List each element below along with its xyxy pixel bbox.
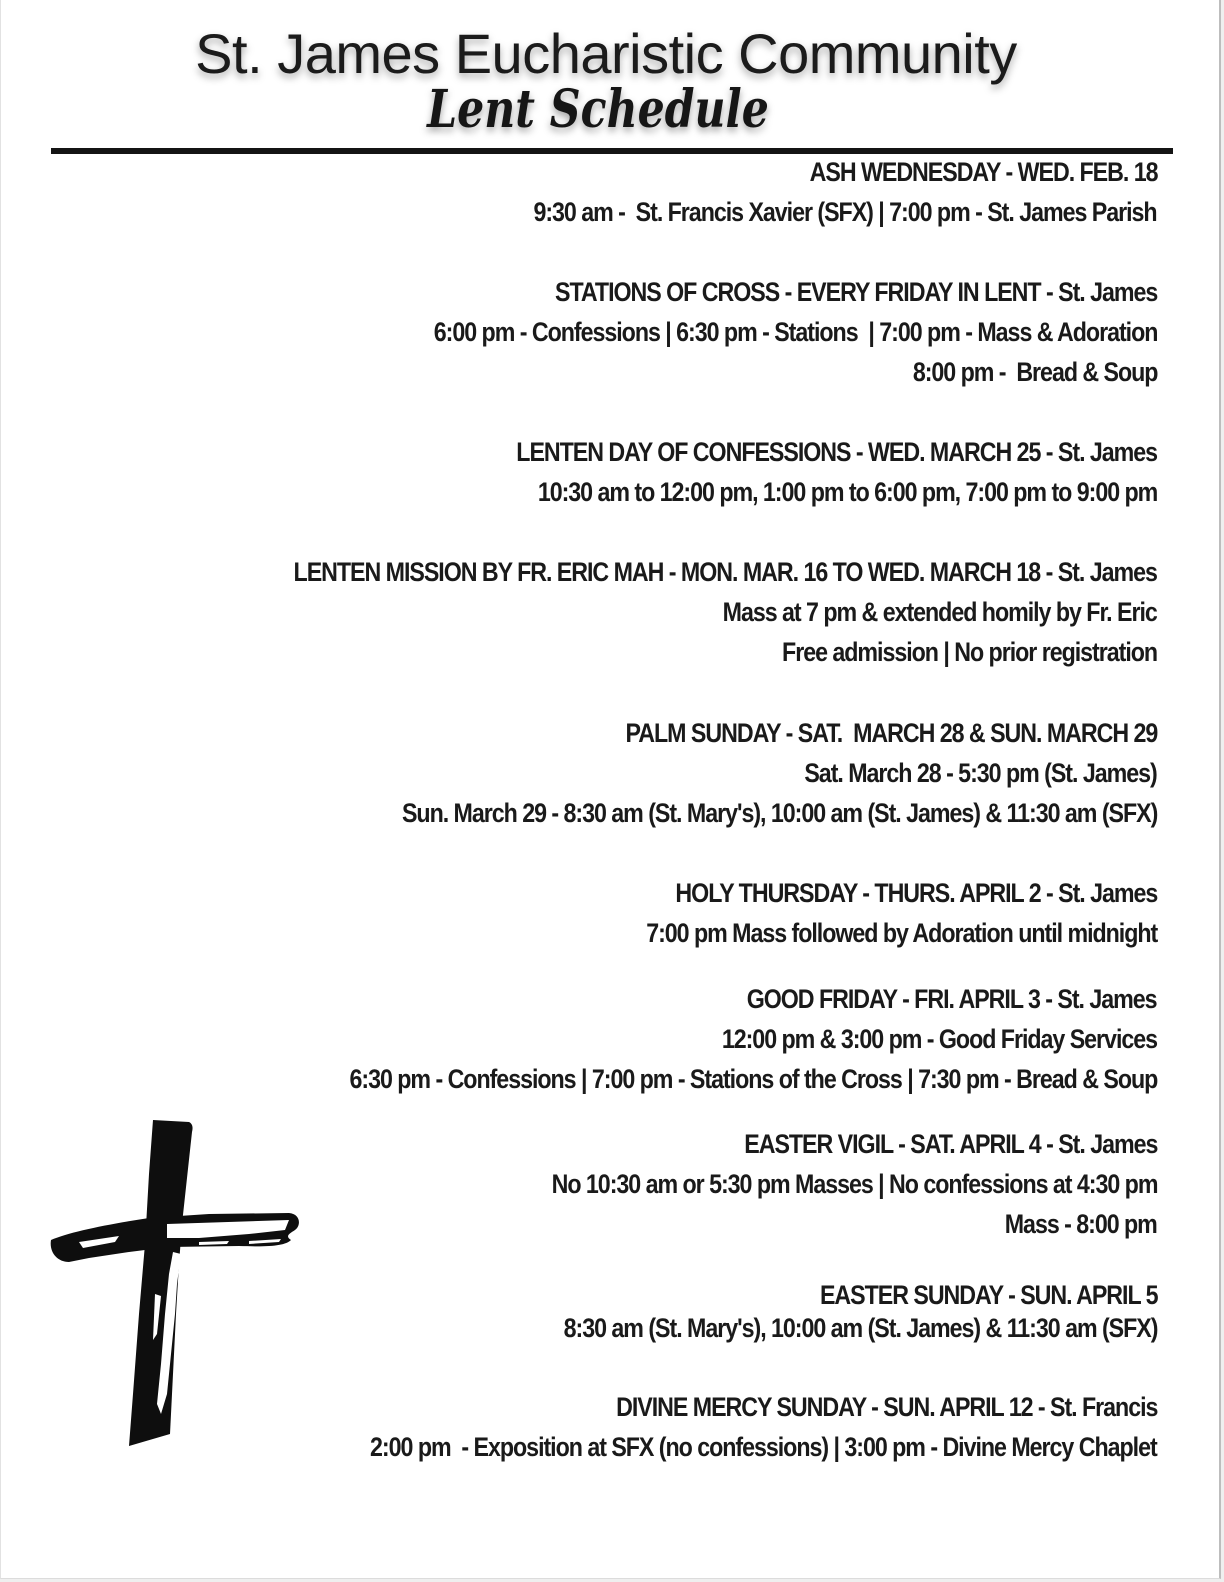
section-heading-good-friday: GOOD FRIDAY - FRI. APRIL 3 - St. James (747, 984, 1157, 1014)
section-line: Mass at 7 pm & extended homily by Fr. Eric (722, 597, 1157, 627)
section-line: Mass - 8:00 pm (1004, 1209, 1157, 1239)
section-heading-confessions: LENTEN DAY OF CONFESSIONS - WED. MARCH 25 - St. James (516, 437, 1157, 467)
section-line: 8:30 am (St. Mary's), 10:00 am (St. James) & 11:30 am (SFX) (563, 1313, 1157, 1343)
section-line: No 10:30 am or 5:30 pm Masses | No confessions at 4:30 pm (551, 1169, 1157, 1199)
section-heading-easter-vigil: EASTER VIGIL - SAT. APRIL 4 - St. James (743, 1129, 1157, 1159)
section-heading-stations: STATIONS OF CROSS - EVERY FRIDAY IN LENT - St. James (554, 277, 1157, 307)
section-line: 6:30 pm - Confessions | 7:00 pm - Stations of the Cross | 7:30 pm - Bread & Soup (349, 1064, 1157, 1094)
section-line: 7:00 pm Mass followed by Adoration until midnight (645, 918, 1157, 948)
page-title: St. James Eucharistic Community (195, 22, 1017, 85)
section-line: Sat. March 28 - 5:30 pm (St. James) (804, 758, 1157, 788)
section-line: Sun. March 29 - 8:30 am (St. Mary's), 10:00 am (St. James) & 11:30 am (SFX) (401, 798, 1157, 828)
section-heading-holy-thursday: HOLY THURSDAY - THURS. APRIL 2 - St. James (675, 878, 1157, 908)
title-divider (51, 148, 1173, 154)
section-line: 10:30 am to 12:00 pm, 1:00 pm to 6:00 pm, 7:00 pm to 9:00 pm (537, 477, 1157, 507)
section-line: 6:00 pm - Confessions | 6:30 pm - Stations | 7:00 pm - Mass & Adoration (433, 317, 1157, 347)
section-heading-lenten-mission: LENTEN MISSION BY FR. ERIC MAH - MON. MAR. 16 TO WED. MARCH 18 - St. James (293, 557, 1157, 587)
section-line: 8:00 pm - Bread & Soup (912, 357, 1157, 387)
section-heading-palm-sunday: PALM SUNDAY - SAT. MARCH 28 & SUN. MARCH 29 (625, 718, 1157, 748)
section-line: 2:00 pm - Exposition at SFX (no confessions) | 3:00 pm - Divine Mercy Chaplet (370, 1432, 1157, 1462)
page-subtitle: Lent Schedule (427, 79, 769, 140)
section-line: 9:30 am - St. Francis Xavier (SFX) | 7:00 pm - St. James Parish (533, 197, 1157, 227)
section-line: 12:00 pm & 3:00 pm - Good Friday Services (721, 1024, 1157, 1054)
section-heading-ash-wednesday: ASH WEDNESDAY - WED. FEB. 18 (809, 157, 1157, 187)
section-heading-easter-sunday: EASTER SUNDAY - SUN. APRIL 5 (819, 1280, 1157, 1310)
cross-icon (49, 1114, 304, 1449)
section-heading-divine-mercy: DIVINE MERCY SUNDAY - SUN. APRIL 12 - St. Francis (615, 1392, 1157, 1422)
section-line: Free admission | No prior registration (781, 637, 1157, 667)
